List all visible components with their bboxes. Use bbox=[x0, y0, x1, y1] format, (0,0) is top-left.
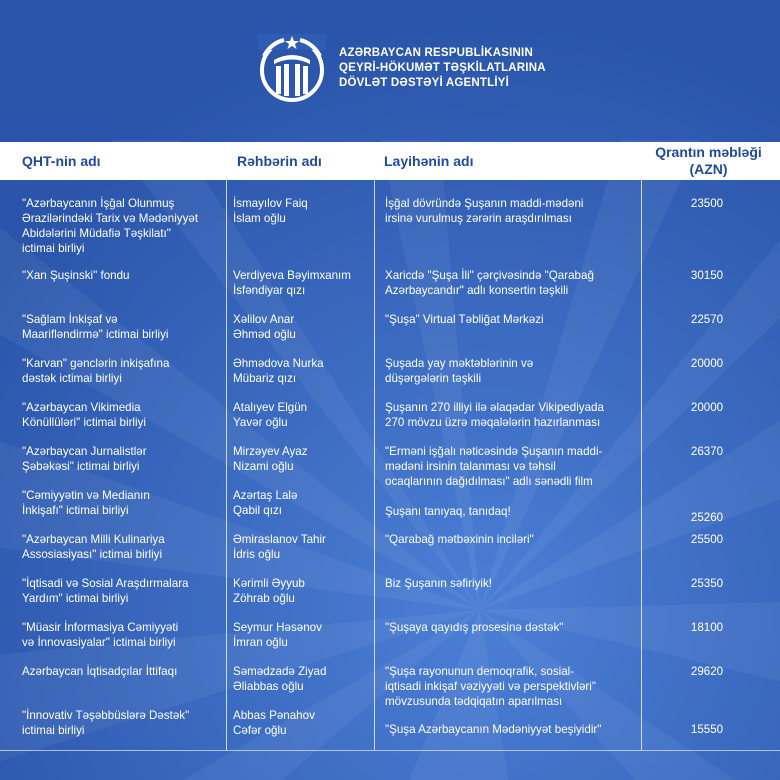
ngo-name-cell-line: dəstək ictimai birliyi bbox=[22, 372, 122, 385]
project-name-cell-line: Şuşanın 270 illiyi ilə əlaqədar Vikipediyada bbox=[385, 401, 604, 414]
ngo-name-cell bbox=[22, 356, 169, 386]
head-name-cell bbox=[233, 620, 322, 650]
project-name-cell bbox=[385, 444, 602, 489]
project-name-cell bbox=[385, 576, 492, 591]
column-header-amount-line-1: Qrantın məbləği bbox=[655, 144, 762, 160]
head-name-cell-line: Əliabbas oğlu bbox=[233, 680, 304, 693]
head-name-cell-line: İslam oğlu bbox=[233, 212, 286, 225]
head-name-cell bbox=[233, 444, 308, 474]
grant-amount-cell: 18100 bbox=[690, 621, 724, 634]
ngo-name-cell-line: Azərbaycan İqtisadçılar İttifaqı bbox=[22, 665, 178, 678]
ngo-name-cell-line: ictimai birliyi bbox=[22, 242, 85, 255]
project-name-cell bbox=[385, 196, 584, 226]
project-name-cell-line: Şuşada yay məktəblərinin və bbox=[385, 357, 534, 370]
head-name-cell bbox=[233, 532, 326, 562]
ngo-name-cell bbox=[22, 708, 189, 738]
grant-amount-cell: 25500 bbox=[690, 533, 724, 546]
column-header-amount-line-2: (AZN) bbox=[689, 161, 728, 177]
project-name-cell-line: 270 mövzu üzrə məqalələrin hazırlanması bbox=[385, 416, 601, 429]
head-name-cell bbox=[233, 576, 305, 606]
head-name-cell-line: İdris oğlu bbox=[233, 548, 281, 561]
ngo-name-cell bbox=[22, 268, 130, 283]
head-name-cell-line: İsfəndiyar qızı bbox=[233, 284, 306, 297]
agency-emblem-icon bbox=[258, 34, 326, 102]
head-name-cell-line: Atalıyev Elgün bbox=[233, 401, 308, 414]
agency-name-line-2: QEYRİ-HÖKUMƏT TƏŞKİLATLARINA bbox=[339, 62, 546, 74]
head-name-cell-line: Əhməd oğlu bbox=[233, 328, 296, 341]
ngo-name-cell bbox=[22, 488, 150, 518]
project-name-cell-line: ocaqlarının dağıdılması" adlı sənədli film bbox=[385, 475, 593, 488]
project-name-cell bbox=[385, 722, 601, 737]
ngo-name-cell-line: Yardım" ictimai birliyi bbox=[22, 592, 129, 605]
head-name-cell-line: Nizami oğlu bbox=[233, 460, 294, 473]
grant-amount-cell: 20000 bbox=[690, 401, 724, 414]
project-name-cell bbox=[385, 504, 511, 519]
head-name-cell-line: Qabil qızı bbox=[233, 504, 282, 517]
head-name-cell-line: Mübariz qızı bbox=[233, 372, 297, 385]
ngo-name-cell-line: ictimai birliyi bbox=[22, 724, 85, 737]
grants-table bbox=[0, 180, 780, 750]
head-name-cell-line: İsmayılov Faiq bbox=[233, 197, 308, 210]
ngo-name-cell-line: "İnnovativ Təşəbbüslərə Dəstək" bbox=[22, 709, 190, 722]
grant-amount-cell: 23500 bbox=[690, 197, 724, 210]
column-divider bbox=[374, 180, 375, 750]
table-bottom-divider bbox=[0, 750, 780, 751]
ngo-name-cell-line: "İqtisadi və Sosial Araşdırmalara bbox=[22, 577, 189, 590]
ngo-name-cell-line: İnkişafı" ictimai birliyi bbox=[22, 504, 129, 517]
project-name-cell-line: Şuşanı tanıyaq, tanıdaq! bbox=[385, 505, 511, 518]
ngo-name-cell bbox=[22, 400, 146, 430]
table-header bbox=[0, 142, 780, 180]
agency-name-line-3: DÖVLƏT DƏSTƏYİ AGENTLİYİ bbox=[339, 77, 509, 89]
column-header-head: Rəhbərin adı bbox=[237, 153, 322, 169]
ngo-name-cell bbox=[22, 196, 198, 256]
ngo-name-cell-line: Ərazilərindəki Tarix və Mədəniyyət bbox=[22, 212, 199, 225]
head-name-cell-line: Əhmədova Nurka bbox=[233, 357, 324, 370]
head-name-cell bbox=[233, 400, 307, 430]
ngo-name-cell-line: "Müasir İnformasiya Cəmiyyəti bbox=[22, 621, 179, 634]
head-name-cell bbox=[233, 268, 351, 298]
agency-name bbox=[339, 46, 546, 91]
head-name-cell-line: Seymur Həsənov bbox=[233, 621, 322, 634]
head-name-cell-line: İmran oğlu bbox=[233, 636, 288, 649]
ngo-name-cell-line: Assosiasiyası" ictimai birliyi bbox=[22, 548, 163, 561]
head-name-cell bbox=[233, 708, 315, 738]
grant-amount-cell: 25350 bbox=[690, 577, 724, 590]
project-name-cell bbox=[385, 664, 596, 709]
head-name-cell-line: Əmiraslanov Tahir bbox=[233, 533, 326, 546]
ngo-name-cell bbox=[22, 576, 189, 606]
column-header-project: Layihənin adı bbox=[384, 153, 474, 169]
head-name-cell bbox=[233, 356, 324, 386]
project-name-cell-line: Biz Şuşanın səfiriyik! bbox=[385, 577, 492, 590]
project-name-cell-line: "Erməni işğalı nəticəsində Şuşanın maddi- bbox=[385, 445, 603, 458]
head-name-cell bbox=[233, 196, 308, 226]
project-name-cell-line: "Şuşaya qayıdış prosesinə dəstək" bbox=[385, 621, 564, 634]
head-name-cell bbox=[233, 312, 296, 342]
column-divider bbox=[641, 180, 642, 750]
head-name-cell-line: Mirzəyev Ayaz bbox=[233, 445, 308, 458]
grant-amount-cell: 20000 bbox=[690, 357, 724, 370]
ngo-name-cell bbox=[22, 312, 169, 342]
project-name-cell-line: düşərgələrin təşkili bbox=[385, 372, 482, 385]
ngo-name-cell-line: "Azərbaycan Vikimedia bbox=[22, 401, 141, 414]
head-name-cell-line: Abbas Pənahov bbox=[233, 709, 315, 722]
head-name-cell-line: Yavər oğlu bbox=[233, 416, 288, 429]
head-name-cell-line: Səmədzadə Ziyad bbox=[233, 665, 327, 678]
ngo-name-cell-line: və İnnovasiyalar" ictimai birliyi bbox=[22, 636, 176, 649]
grant-amount-cell: 29620 bbox=[690, 665, 724, 678]
project-name-cell-line: "Şuşa" Virtual Təbliğat Mərkəzi bbox=[385, 313, 544, 326]
project-name-cell bbox=[385, 620, 563, 635]
ngo-name-cell bbox=[22, 664, 177, 679]
project-name-cell-line: irsinə vurulmuş zərərin araşdırılması bbox=[385, 212, 572, 225]
project-name-cell bbox=[385, 400, 604, 430]
project-name-cell-line: mövzusunda tədqiqatın aparılması bbox=[385, 695, 563, 708]
agency-banner bbox=[0, 0, 780, 142]
project-name-cell-line: "Şuşa Azərbaycanın Mədəniyyət beşiyidir" bbox=[385, 723, 602, 736]
ngo-name-cell-line: "Karvan" gənclərin inkişafına bbox=[22, 357, 170, 370]
grant-amount-cell: 26370 bbox=[690, 445, 724, 458]
head-name-cell bbox=[233, 488, 297, 518]
grant-amount-cell: 22570 bbox=[690, 313, 724, 326]
ngo-name-cell-line: "Azərbaycan Milli Kulinariya bbox=[22, 533, 165, 546]
column-header-amount bbox=[641, 142, 776, 180]
ngo-name-cell bbox=[22, 620, 178, 650]
project-name-cell-line: mədəni irsinin talanması və təhsil bbox=[385, 460, 556, 473]
project-name-cell-line: Azərbaycandır" adlı konsertin təşkili bbox=[385, 284, 569, 297]
grant-amount-cell: 25260 bbox=[690, 511, 724, 524]
project-name-cell-line: Xaricdə "Şuşa İli" çərçivəsində "Qarabağ bbox=[385, 269, 594, 282]
ngo-name-cell-line: Abidələrini Müdafiə Təşkilatı" bbox=[22, 227, 171, 240]
grant-amount-cell: 15550 bbox=[690, 723, 724, 736]
head-name-cell-line: Cəfər oğlu bbox=[233, 724, 287, 737]
head-name-cell-line: Azərtaş Lalə bbox=[233, 489, 298, 502]
ngo-name-cell-line: Maarifləndirmə" ictimai birliyi bbox=[22, 328, 169, 341]
head-name-cell-line: Verdiyeva Bəyimxanım bbox=[233, 269, 351, 282]
ngo-name-cell bbox=[22, 532, 165, 562]
column-header-ngo: QHT-nin adı bbox=[22, 153, 101, 169]
head-name-cell-line: Xəlilov Anar bbox=[233, 313, 295, 326]
ngo-name-cell bbox=[22, 444, 147, 474]
ngo-name-cell-line: Könüllüləri" ictimai birliyi bbox=[22, 416, 146, 429]
ngo-name-cell-line: "Cəmiyyətin və Medianın bbox=[22, 489, 150, 502]
ngo-name-cell-line: Şəbəkəsi" ictimai birliyi bbox=[22, 460, 140, 473]
head-name-cell-line: Zöhrab oğlu bbox=[233, 592, 295, 605]
project-name-cell-line: "Şuşa rayonunun demoqrafik, sosial- bbox=[385, 665, 575, 678]
project-name-cell-line: iqtisadi inkişaf vəziyyəti və perspektivləri" bbox=[385, 680, 596, 693]
head-name-cell bbox=[233, 664, 326, 694]
ngo-name-cell-line: "Xan Şuşinski" fondu bbox=[22, 269, 130, 282]
project-name-cell bbox=[385, 312, 544, 327]
ngo-name-cell-line: "Azərbaycanın İşğal Olunmuş bbox=[22, 197, 175, 210]
project-name-cell-line: "Qarabağ mətbəxinin inciləri" bbox=[385, 533, 534, 546]
project-name-cell-line: İşğal dövründə Şuşanın maddi-mədəni bbox=[385, 197, 584, 210]
head-name-cell-line: Kərimli Əyyub bbox=[233, 577, 305, 590]
project-name-cell bbox=[385, 356, 533, 386]
project-name-cell bbox=[385, 532, 534, 547]
grant-amount-cell: 30150 bbox=[690, 269, 724, 282]
agency-name-line-1: AZƏRBAYCAN RESPUBLİKASININ bbox=[339, 47, 533, 59]
ngo-name-cell-line: "Azərbaycan Jurnalistlər bbox=[22, 445, 147, 458]
project-name-cell bbox=[385, 268, 594, 298]
ngo-name-cell-line: "Sağlam İnkişaf və bbox=[22, 313, 118, 326]
column-divider bbox=[226, 180, 227, 750]
